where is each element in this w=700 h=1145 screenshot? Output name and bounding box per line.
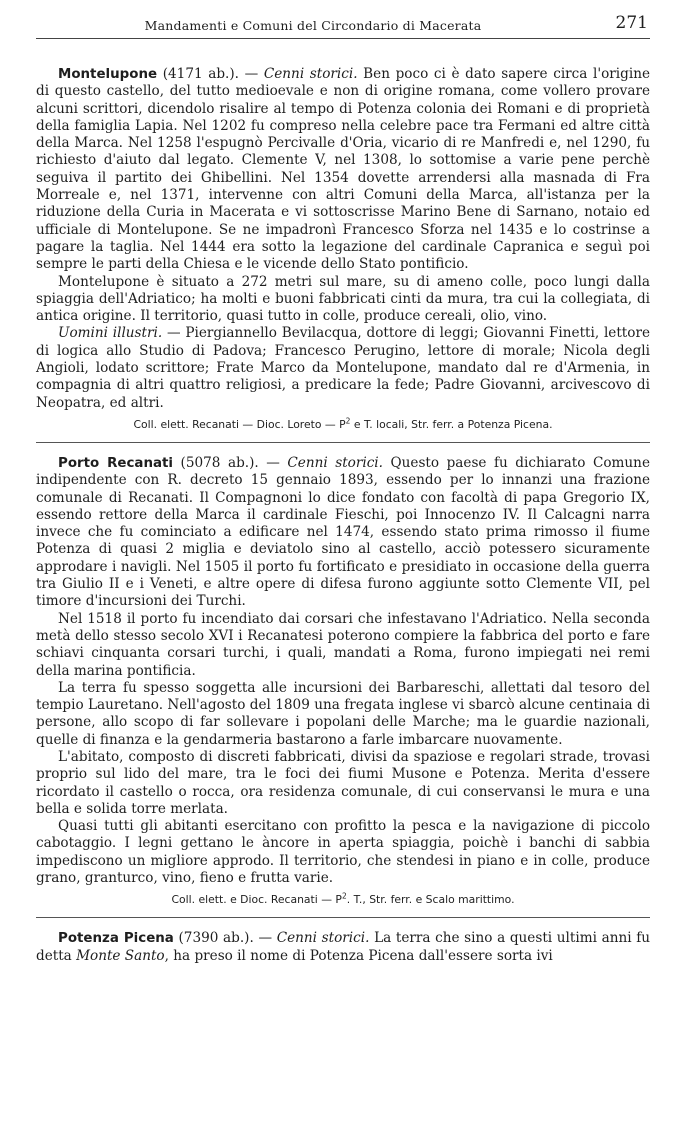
porto-recanati-paragraph: Nel 1518 il porto fu incendiato dai corsari che infestavano l'Adriatico. Nella seconda metà dello stesso secolo XVI i Recanatesi poterono compiere la fabbrica del porto e fare schiavi cinquanta corsari turchi, i quali, mandati a Roma, furono impiegati nei remi della marina pontificia. <box>36 610 650 679</box>
section-cenni-storici: Cenni storici. <box>276 930 370 947</box>
porto-recanati-admin-note <box>36 892 650 907</box>
entry-title-potenza-picena: Potenza Picena <box>58 931 174 947</box>
porto-recanati-paragraph: La terra fu spesso soggetta alle incursioni dei Barbareschi, allettati dal tesoro del tempio Lauretano. Nell'agosto del 1809 una fregata inglese vi sbarcò alcune centinaia di persone, allo scopo di far sollevare i popolani delle Marche; ma le guardie nazionali, quelle di finanza e la gendarmeria bastarono a farle imbarcare nuovamente. <box>36 679 650 748</box>
dash: — <box>258 454 288 471</box>
dash: — <box>239 66 264 82</box>
note-sup: 2 <box>345 416 351 426</box>
population-montelupone: (4171 ab.). <box>162 66 239 82</box>
entry-title-porto-recanati: Porto Recanati <box>58 455 174 471</box>
porto-recanati-paragraph: Quasi tutti gli abitanti esercitano con profitto la pesca e la navigazione di piccolo cabotaggio. I legni gettano le àncore in aperta spiaggia, poichè i banchi di sabbia impediscono un migliore approdo. Il territorio, che stendesi in piano e in colle, produce grano, granturco, vino, fieno e frutta varie. <box>36 818 650 887</box>
note-text: Coll. elett. e Dioc. Recanati — P <box>171 893 342 907</box>
section-uomini-illustri: Uomini illustri. <box>58 325 163 342</box>
montelupone-illustrious <box>36 325 650 411</box>
porto-recanati-paragraph: L'abitato, composto di discreti fabbricati, divisi da spaziose e regolari strade, trovasi proprio sul lido del mare, tra le foci dei fiumi Musone e Potenza. Merita d'essere ricordato il castello o rocca, ora residenza comunale, di cui conservansi le mura e una bella e solida torre merlata. <box>36 748 650 817</box>
porto-recanati-history <box>36 455 650 611</box>
page-header <box>36 10 650 39</box>
old-town-name: Monte Santo <box>76 947 165 964</box>
history-text: Questo paese fu dichiarato Comune indipendente con R. decreto 15 gennaio 1893, essendo per lo innanzi una frazione comunale di Recanati. Il Compagnoni lo dice fondato con facoltà di papa Gregorio IX, essendo rettore della Marca il cardinale Fieschi, poi Innocenzo IV. Il Calcagni narra invece che fu cominciato a edificare nel 1474, essendo stato prima rimosso il fiume Potenza di quasi 2 miglia e deviatolo sino al castello, acciò potessero sicuramente approdare i navigli. Nel 1505 il porto fu fortificato e presidiato in occasione della guerra tra Giulio II e i Veneti, e altre opere di difesa furono aggiunte sotto Clemente VII, pel timore d'incursioni dei Turchi. <box>36 454 650 610</box>
montelupone-admin-note <box>36 417 650 432</box>
dash: — <box>253 930 277 947</box>
history-text: Ben poco ci è dato sapere circa l'origine di questo castello, del tutto medioevale e non di origine romana, come vollero provare alcuni scrittori, dicendolo risalire al tempo di Potenza colonia dei Romani e di proprietà della famiglia Lapia. Nel 1202 fu compreso nella celebre pace tra Fermani ed altre città della Marca. Nel 1258 l'espugnò Percivalle d'Oria, vicario di re Manfredi e, nel 1290, fu richiesto d'aiuto dal legato. Clemente V, nel 1308, lo sottomise a varie pene perchè seguiva il partito dei Ghibellini. Nel 1354 dovette arrendersi alla masnada di Fra Morreale e, nel 1371, intervenne con altri Comuni della Marca, all'istanza per la riduzione della Curia in Macerata e vi sottoscrisse Marino Bene di Sarnano, notaio ed ufficiale di Montelupone. Se ne impadronì Francesco Sforza nel 1435 e lo costrinse a pagare la taglia. Nel 1444 era sotto la legazione del cardinale Capranica e seguì poi sempre le parti della Chiesa e le vicende dello Stato pontificio. <box>36 66 650 273</box>
page-number: 271 <box>615 13 648 33</box>
potenza-picena-history <box>36 930 650 965</box>
section-cenni-storici: Cenni storici. <box>263 66 358 82</box>
history-text: , ha preso il nome di Potenza Picena dall'essere sorta ivi <box>164 947 553 964</box>
montelupone-location: Montelupone è situato a 272 metri sul mare, su di ameno colle, poco lungi dalla spiaggia dell'Adriatico; ha molti e buoni fabbricati cinti da mura, tra cui la collegiata, di antica origine. Il territorio, quasi tutto in colle, produce cereali, olio, vino. <box>36 273 650 325</box>
note-text: e T. locali, Str. ferr. a Potenza Picena. <box>350 417 553 431</box>
page-body <box>36 66 650 965</box>
illustrious-text: — Piergiannello Bevilacqua, dottore di leggi; Giovanni Finetti, lettore di logica allo Studio di Padova; Francesco Perugino, lettore di morale; Nicola degli Angioli, lodato scrittore; Frate Marco da Montelupone, mandato dal re d'Armenia, in compagnia di altri quattro religiosi, a predicare la fede; Padre Giovanni, arcivescovo di Neopatra, ed altri. <box>36 325 650 411</box>
note-text: Coll. elett. Recanati — Dioc. Loreto — P <box>133 417 346 431</box>
running-head: Mandamenti e Comuni del Circondario di Macerata <box>144 18 482 33</box>
entry-title-montelupone: Montelupone <box>58 67 158 82</box>
entry-divider <box>36 917 650 918</box>
population-porto-recanati: (5078 ab.). <box>180 454 259 471</box>
section-cenni-storici: Cenni storici. <box>287 454 383 471</box>
population-potenza-picena: (7390 ab.). <box>178 930 254 947</box>
montelupone-history <box>36 66 650 274</box>
entry-divider <box>36 442 650 443</box>
note-text: . T., Str. ferr. e Scalo marittimo. <box>346 893 515 907</box>
note-sup: 2 <box>341 891 347 901</box>
history-text: La terra che sino a questi ultimi anni fu detta <box>36 930 650 964</box>
